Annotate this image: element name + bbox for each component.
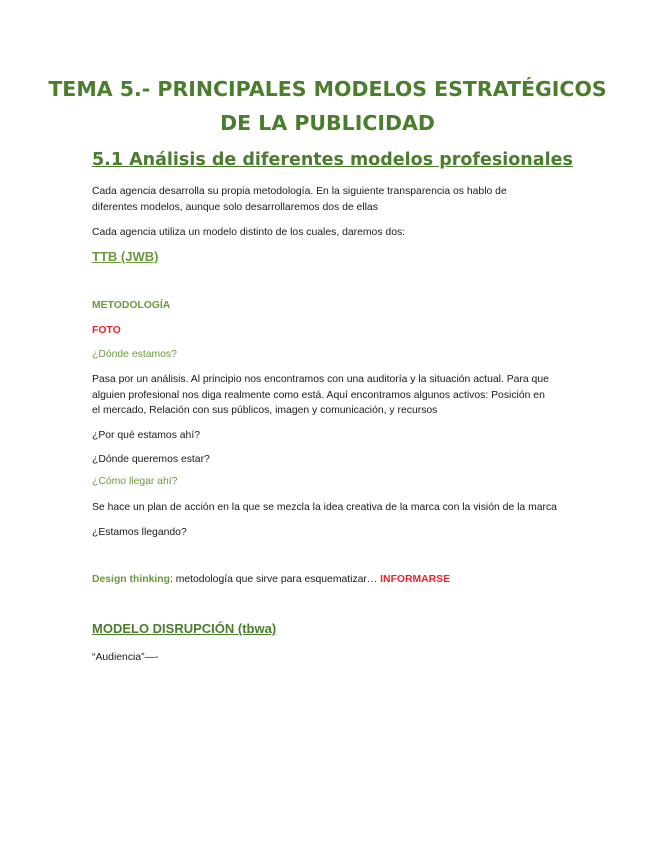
intro-paragraph xyxy=(92,184,567,215)
design-thinking-line xyxy=(92,572,567,588)
ttb-heading: TTB (JWB) xyxy=(92,249,159,264)
analysis-paragraph xyxy=(92,372,567,419)
design-thinking-label: Design thinking xyxy=(92,574,170,585)
metodologia-label: METODOLOGÍA xyxy=(92,300,171,311)
audiencia-line: “Audiencia”—- xyxy=(92,652,159,663)
intro-paragraph-2: Cada agencia utiliza un modelo distinto de los cuales, daremos dos: xyxy=(92,227,406,238)
modelo-disrupcion-heading: MODELO DISRUPCIÓN (tbwa) xyxy=(92,621,277,636)
question-donde-queremos: ¿Dónde queremos estar? xyxy=(92,454,210,465)
foto-label: FOTO xyxy=(92,325,121,336)
analysis-line-3: el mercado, Relación con sus públicos, imagen y comunicación, y recursos xyxy=(92,405,438,416)
analysis-line-2: alguien profesional nos diga realmente como está. Aquí encontramos algunos activos: Posición en xyxy=(92,389,545,401)
action-plan-paragraph: Se hace un plan de acción en la que se mezcla la idea creativa de la marca con la visión de la marca xyxy=(92,502,557,513)
document-title-line-2: DE LA PUBLICIDAD xyxy=(220,111,435,135)
intro-line-2: diferentes modelos, aunque solo desarrollaremos dos de ellas xyxy=(92,201,378,213)
question-donde-estamos: ¿Dónde estamos? xyxy=(92,349,177,360)
design-thinking-text: : metodología que sirve para esquematizar… xyxy=(169,574,381,585)
document-title-line-1: TEMA 5.- PRINCIPALES MODELOS ESTRATÉGICOS xyxy=(48,77,607,101)
question-como-llegar: ¿Cómo llegar ahí? xyxy=(92,476,178,487)
informarse-label: INFORMARSE xyxy=(380,574,451,585)
analysis-line-1: Pasa por un análisis. Al principio nos encontramos con una auditoría y la situación actual. Para que xyxy=(92,374,549,385)
section-heading: 5.1 Análisis de diferentes modelos profesionales xyxy=(92,150,573,170)
question-por-que: ¿Por qué estamos ahí? xyxy=(92,430,201,441)
question-estamos-llegando: ¿Estamos llegando? xyxy=(92,527,187,538)
intro-line-1: Cada agencia desarrolla su propia metodología. En la siguiente transparencia os hablo de xyxy=(92,186,507,197)
